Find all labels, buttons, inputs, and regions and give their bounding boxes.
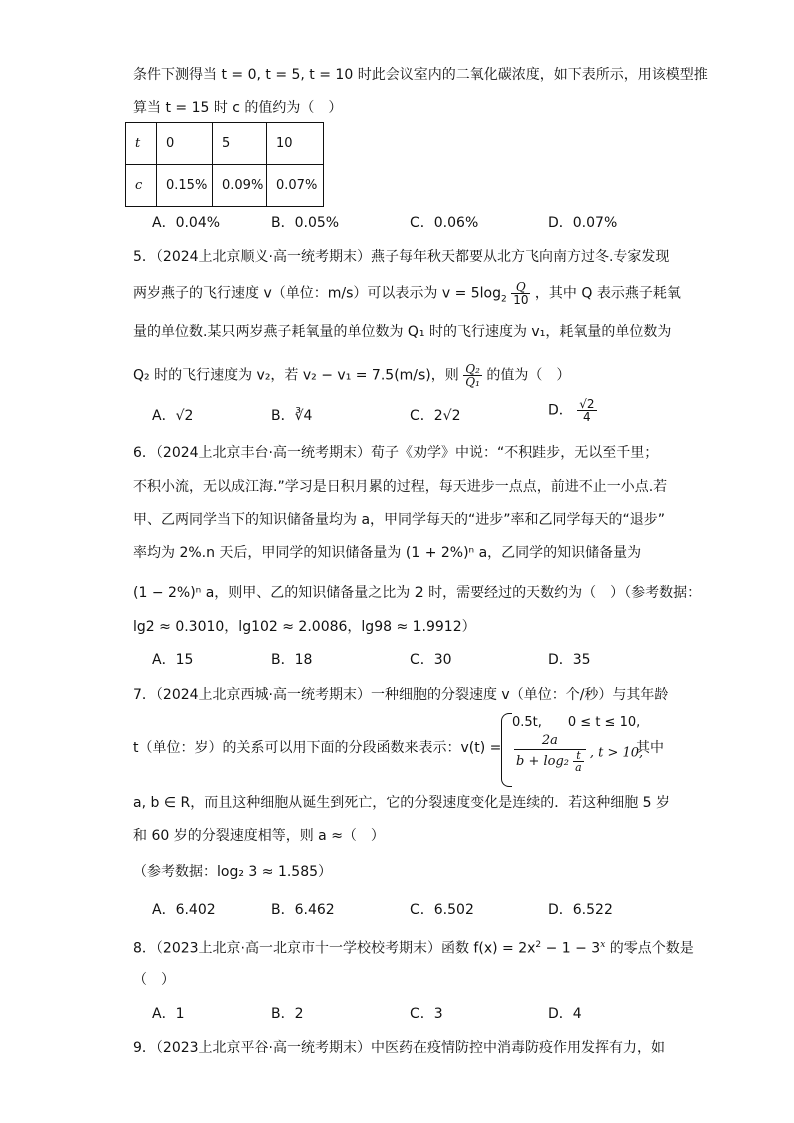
option-d-label: D．: [548, 402, 573, 419]
denominator: Q₁: [465, 375, 480, 389]
q9-text-line1: 9．（2023上北京平谷·高一统考期末）中医药在疫情防控中消毒防疫作用发挥有力，如: [133, 1040, 665, 1056]
option-d[interactable]: D．0.07%: [548, 215, 618, 231]
q5-line4-end: 的值为（ ）: [486, 367, 571, 384]
option-a[interactable]: A．15: [152, 652, 194, 668]
table-cell: c: [126, 165, 157, 207]
numerator: √2: [579, 397, 595, 411]
numerator: Q: [511, 281, 530, 294]
denominator: [514, 750, 586, 773]
option-a[interactable]: A．0.04%: [152, 215, 221, 231]
q7-text-line1: 7．（2024上北京西城·高一统考期末）一种细胞的分裂速度 v（单位：个/秒）与其年龄: [133, 687, 669, 703]
q7-text-line2-end: 其中: [636, 740, 664, 756]
q6-text-line4: 率均为 2%.n 天后，甲同学的知识储备量为 (1 + 2%)ⁿ a，乙同学的知识储备量为: [133, 545, 642, 561]
q7-text-line5: （参考数据：log₂ 3 ≈ 1.585）: [133, 864, 333, 880]
option-d[interactable]: D．35: [548, 652, 591, 668]
fraction-q-over-10: [511, 281, 530, 306]
log-base: 2: [501, 294, 507, 305]
fraction-sqrt2-over-4: [577, 398, 596, 423]
option-d[interactable]: [548, 398, 597, 423]
q7-text-line4: 和 60 岁的分裂速度相等，则 a ≈（ ）: [133, 828, 385, 844]
piecewise-case2: [514, 733, 643, 773]
q5-line4-start: Q₂ 时的飞行速度为 v₂，若 v₂ − v₁ = 7.5(m/s)，则: [133, 367, 459, 384]
q5-text-line1: 5．（2024上北京顺义·高一统考期末）燕子每年秋天都要从北方飞向南方过冬.专家发现: [133, 249, 670, 265]
option-a[interactable]: A．√2: [152, 408, 194, 424]
table-cell: 0: [157, 123, 213, 165]
denominator: 10: [513, 293, 529, 307]
q4-text-line1: 条件下测得当 t = 0, t = 5, t = 10 时此会议室内的二氧化碳浓度，如下表所示，用该模型推: [133, 67, 708, 83]
table-row-t: [126, 123, 324, 165]
q5-line2-end: ，其中 Q 表示燕子耗氧: [534, 285, 681, 302]
q8-line1-start: 8．（2023上北京·高一北京市十一学校校考期末）函数 f(x) = 2x: [133, 940, 536, 957]
numerator: t: [573, 750, 584, 762]
table-cell: t: [126, 123, 157, 165]
option-c[interactable]: C．0.06%: [410, 215, 479, 231]
q4-text-line2: 算当 t = 15 时 c 的值约为（ ）: [133, 100, 343, 116]
q6-text-line5: (1 − 2%)ⁿ a，则甲、乙的知识储备量之比为 2 时，需要经过的天数约为（ ）（参考数据：: [133, 585, 702, 601]
table-cell: 0.07%: [267, 165, 324, 207]
q8-text-line1: [133, 935, 694, 959]
piecewise-brace: [501, 713, 512, 787]
q6-text-line6: lg2 ≈ 0.3010，lg102 ≈ 2.0086，lg98 ≈ 1.9912）: [133, 619, 476, 635]
exponent: 2: [535, 940, 542, 950]
option-c[interactable]: C．2√2: [410, 408, 461, 424]
q7-text-line3: a, b ∈ R，而且这种细胞从诞生到死亡，它的分裂速度变化是连续的．若这种细胞 5 岁: [133, 795, 670, 811]
numerator: 2a: [514, 733, 586, 750]
table-cell: 0.09%: [213, 165, 267, 207]
q8-line1-end: 的零点个数是: [605, 940, 694, 957]
q5-line2-start: 两岁燕子的飞行速度 v（单位：m/s）可以表示为 v = 5log: [133, 285, 501, 302]
option-c[interactable]: C．6.502: [410, 902, 474, 918]
option-b[interactable]: B．0.05%: [271, 215, 340, 231]
table-cell: 10: [267, 123, 324, 165]
q5-text-line3: 量的单位数.某只两岁燕子耗氧量的单位数为 Q₁ 时的飞行速度为 v₁，耗氧量的单位数为: [133, 324, 672, 340]
denominator-text: b + log₂: [516, 754, 569, 769]
q5-text-line2: [133, 281, 681, 309]
q5-text-line4: [133, 363, 570, 388]
data-table: [125, 122, 324, 207]
option-d[interactable]: D．6.522: [548, 902, 613, 918]
exponent: x: [600, 940, 606, 950]
table-row-c: [126, 165, 324, 207]
q6-text-line1: 6．（2024上北京丰台·高一统考期末）荀子《劝学》中说：“不积跬步，无以至千里；: [133, 445, 659, 461]
table-cell: 5: [213, 123, 267, 165]
q6-text-line3: 甲、乙两同学当下的知识储备量均为 a，甲同学每天的“进步”率和乙同学每天的“退步”: [133, 512, 666, 528]
q6-text-line2: 不积小流，无以成江海.”学习是日积月累的过程，每天进步一点点，前进不止一小点.若: [133, 479, 668, 495]
piecewise-fraction: [514, 733, 586, 773]
q8-line1-mid: − 1 − 3: [541, 940, 601, 957]
fraction-q2-over-q1: [463, 363, 482, 388]
option-d[interactable]: D．4: [548, 1006, 582, 1022]
option-b[interactable]: B．2: [271, 1006, 304, 1022]
option-a[interactable]: A．6.402: [152, 902, 216, 918]
q7-text-line2-start: t（单位：岁）的关系可以用下面的分段函数来表示：v(t) =: [133, 740, 502, 756]
denominator: a: [575, 761, 582, 774]
table-cell: 0.15%: [157, 165, 213, 207]
option-b[interactable]: B．∛4: [271, 408, 313, 424]
option-b[interactable]: B．6.462: [271, 902, 335, 918]
inner-fraction: [573, 750, 584, 773]
option-a[interactable]: A．1: [152, 1006, 185, 1022]
q8-text-line2: （ ）: [133, 972, 175, 988]
option-c[interactable]: C．30: [410, 652, 452, 668]
piecewise-case1: 0.5t, 0 ≤ t ≤ 10,: [512, 715, 641, 730]
numerator: Q₂: [465, 362, 480, 376]
denominator: 4: [583, 410, 591, 424]
option-b[interactable]: B．18: [271, 652, 313, 668]
option-c[interactable]: C．3: [410, 1006, 443, 1022]
piecewise-case2-condition: , t > 10,: [589, 745, 644, 761]
